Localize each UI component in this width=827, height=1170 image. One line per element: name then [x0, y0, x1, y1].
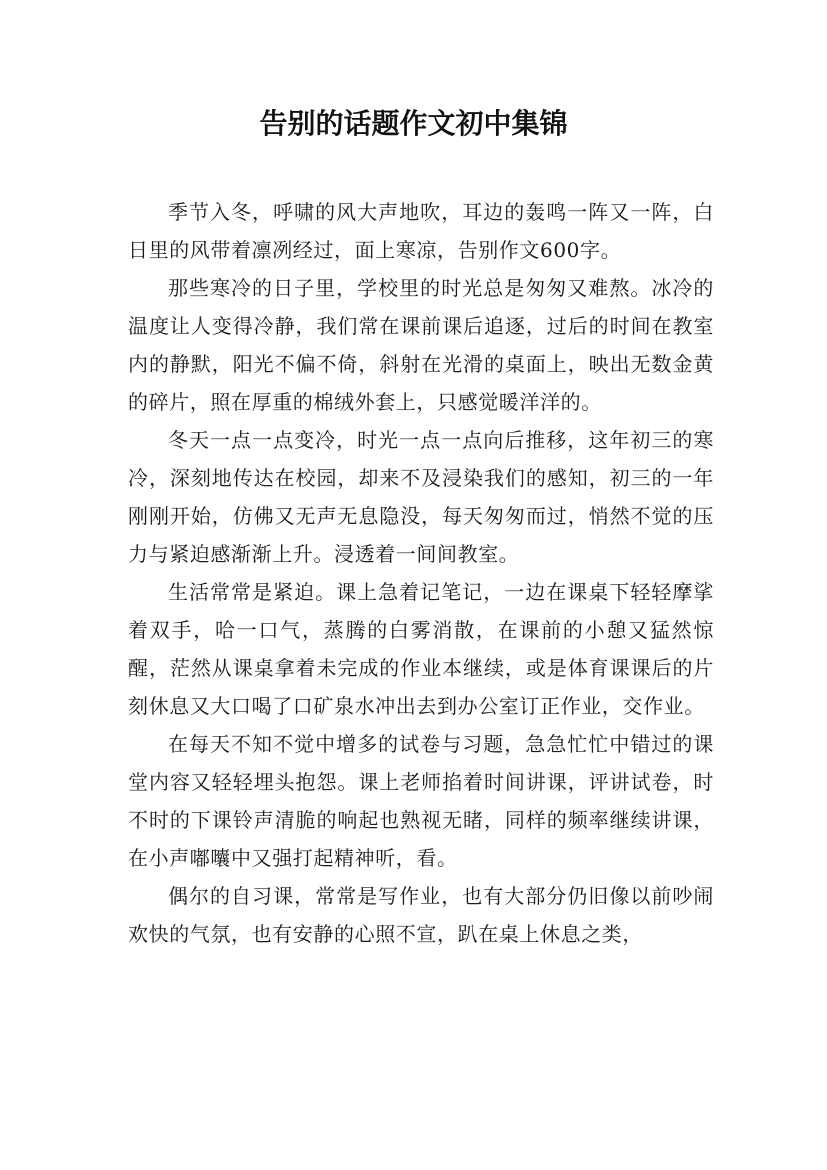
document-title: 告别的话题作文初中集锦	[259, 107, 568, 140]
paragraph-6: 偶尔的自习课，常常是写作业，也有大部分仍旧像以前吵闹欢快的气氛，也有安静的心照不宣，趴在桌上休息之类，	[128, 884, 714, 946]
paragraph-1: 季节入冬，呼啸的风大声地吹，耳边的轰鸣一阵又一阵，白日里的风带着凛冽经过，面上寒凉，告别作文600字。	[128, 200, 714, 262]
paragraph-3: 冬天一点一点变冷，时光一点一点向后推移，这年初三的寒冷，深刻地传达在校园，却来不及浸染我们的感知，初三的一年刚刚开始，仿佛又无声无息隐没，每天匆匆而过，悄然不觉的压力与紧迫感渐渐上升。浸透着一间间教室。	[128, 428, 714, 566]
paragraph-5: 在每天不知不觉中增多的试卷与习题，急急忙忙中错过的课堂内容又轻轻埋头抱怨。课上老师掐着时间讲课，评讲试卷，时不时的下课铃声清脆的响起也熟视无睹，同样的频率继续讲课，在小声嘟囔中又强打起精神听，看。	[128, 732, 714, 870]
document-body	[128, 193, 714, 953]
paragraph-2: 那些寒冷的日子里，学校里的时光总是匆匆又难熬。冰冷的温度让人变得冷静，我们常在课前课后追逐，过后的时间在教室内的静默，阳光不偏不倚，斜射在光滑的桌面上，映出无数金黄的碎片，照在厚重的棉绒外套上，只感觉暖洋洋的。	[128, 276, 714, 414]
paragraph-4: 生活常常是紧迫。课上急着记笔记，一边在课桌下轻轻摩挲着双手，哈一口气，蒸腾的白雾消散，在课前的小憩又猛然惊醒，茫然从课桌拿着未完成的作业本继续，或是体育课课后的片刻休息又大口喝了口矿泉水冲出去到办公室订正作业，交作业。	[128, 580, 714, 718]
